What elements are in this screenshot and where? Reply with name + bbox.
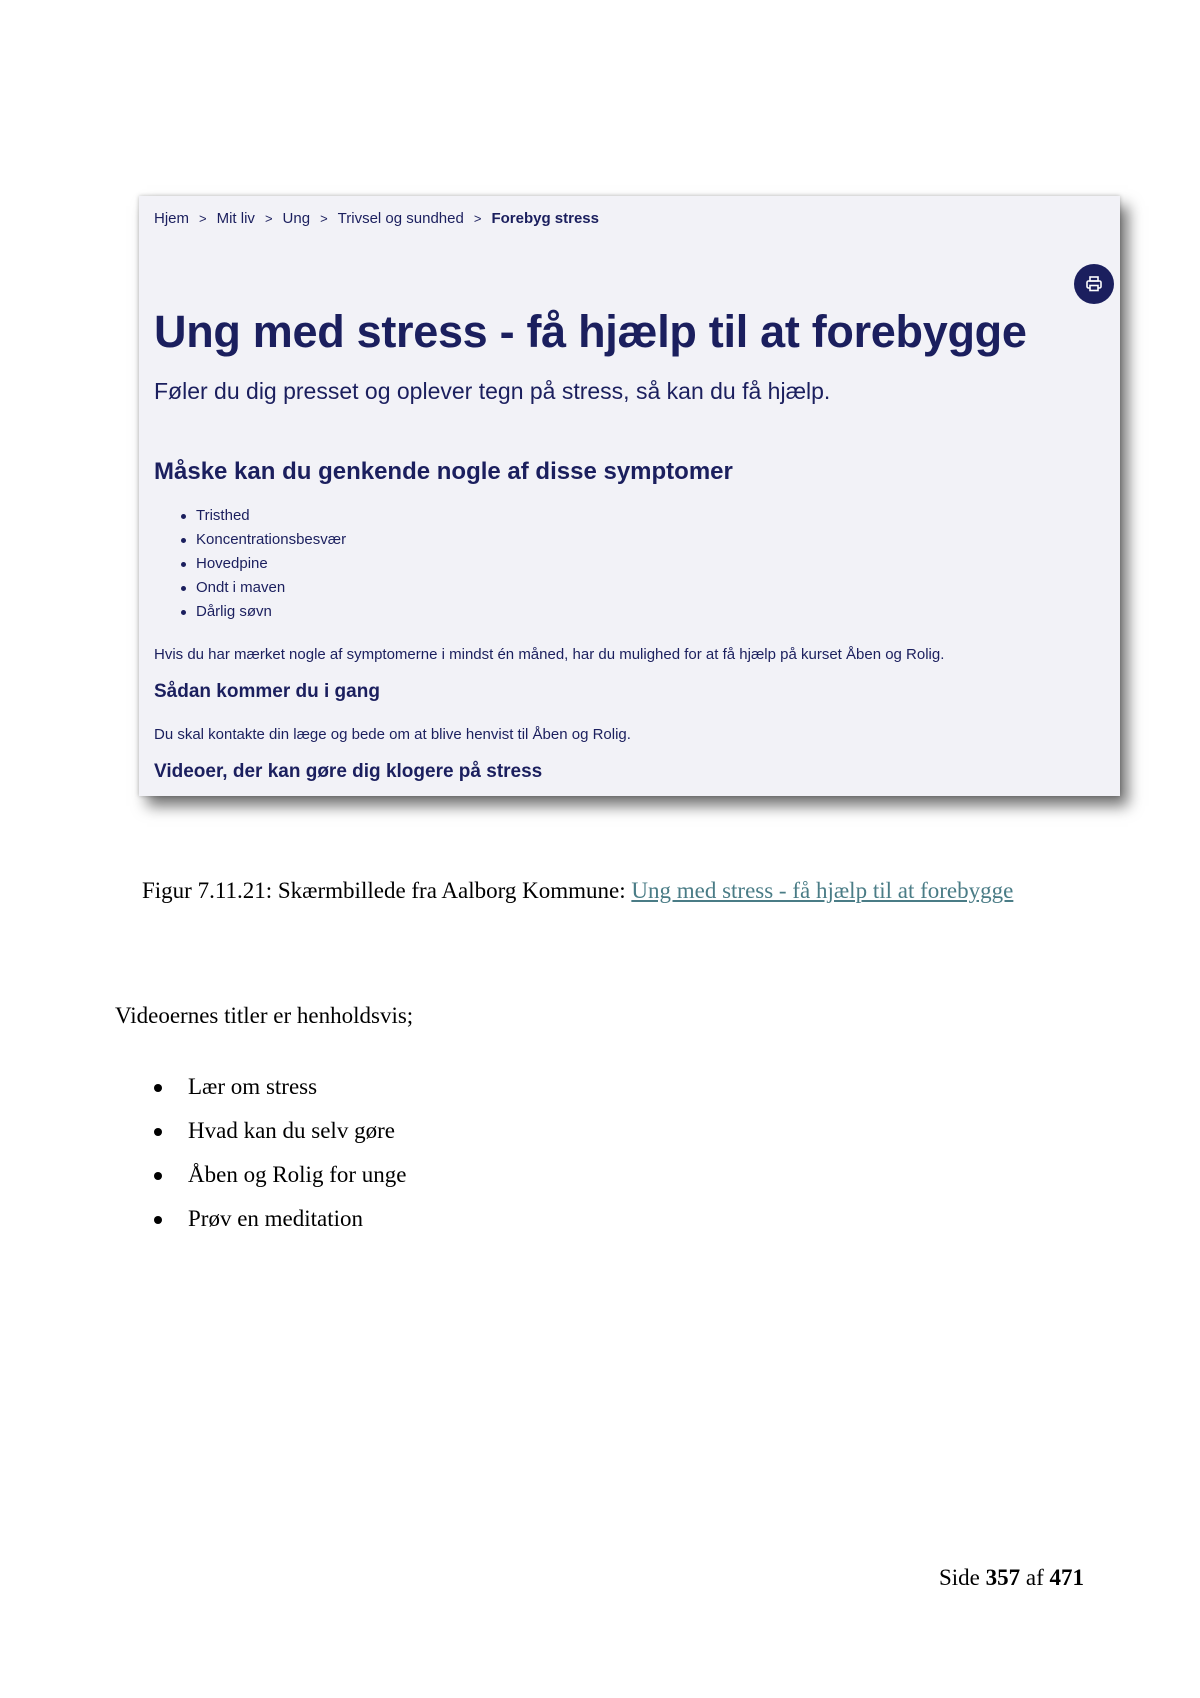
list-item: Ondt i maven [196,576,346,600]
videos-heading: Videoer, der kan gøre dig klogere på stress [154,761,543,782]
page-number: 357 [985,1565,1021,1590]
get-started-text: Du skal kontakte din læge og bede om at blive henvist til Åben og Rolig. [154,726,631,743]
breadcrumb-item-mit-liv[interactable]: Mit liv [216,210,255,227]
list-item: Åben og Rolig for unge [115,1160,406,1204]
video-titles-list [115,1072,406,1248]
list-item: Hovedpine [196,552,346,576]
breadcrumb [154,210,599,227]
intro-paragraph: Videoernes titler er henholdsvis; [115,1003,414,1028]
caption-prefix: Figur 7.11.21: Skærmbillede fra Aalborg Kommune: [142,878,632,903]
printer-icon [1085,275,1103,293]
breadcrumb-item-trivsel[interactable]: Trivsel og sundhed [337,210,464,227]
get-started-heading: Sådan kommer du i gang [154,681,380,702]
list-item: Koncentrationsbesvær [196,528,346,552]
help-text: Hvis du har mærket nogle af symptomerne i mindst én måned, har du mulighed for at få hjælp på kurset Åben og Rolig. [154,646,945,663]
footer-side-label: Side [939,1565,980,1590]
page-footer [939,1565,1084,1591]
breadcrumb-separator: > [320,211,328,226]
breadcrumb-separator: > [473,211,482,226]
symptoms-heading: Måske kan du genkende nogle af disse symptomer [154,458,733,485]
list-item: Hvad kan du selv gøre [115,1116,406,1160]
breadcrumb-item-hjem[interactable]: Hjem [154,210,190,227]
breadcrumb-item-current: Forebyg stress [491,210,599,227]
page-total: 471 [1049,1565,1085,1590]
page-title: Ung med stress - få hjælp til at forebygge [154,306,1027,357]
list-item: Dårlig søvn [196,600,346,624]
footer-of-label: af [1025,1565,1044,1590]
embedded-screenshot [139,196,1120,796]
print-button[interactable] [1074,264,1114,304]
list-item: Lær om stress [115,1072,406,1116]
list-item: Tristhed [196,504,346,528]
list-item: Prøv en meditation [115,1204,406,1248]
figure-caption [142,878,1013,904]
lead-text: Føler du dig presset og oplever tegn på stress, så kan du få hjælp. [154,378,831,404]
breadcrumb-separator: > [199,211,207,226]
symptoms-list [154,504,346,624]
breadcrumb-item-ung[interactable]: Ung [282,210,311,227]
breadcrumb-separator: > [264,211,273,226]
caption-link[interactable]: Ung med stress - få hjælp til at forebygge [631,878,1014,903]
